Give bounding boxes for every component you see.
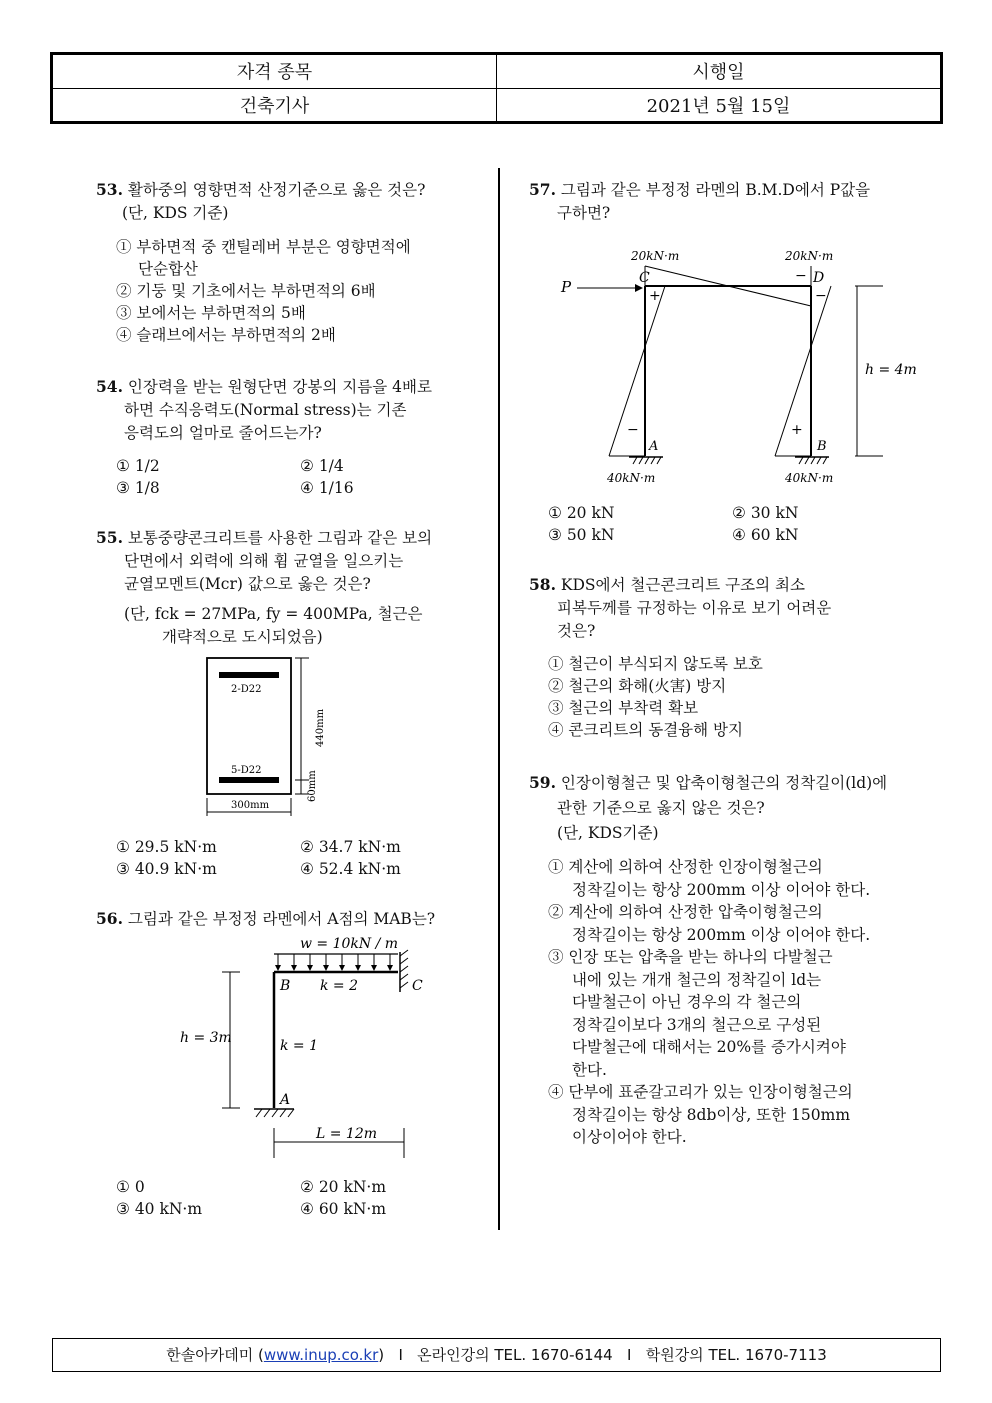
moment-B-label: 40kN·m [785, 471, 834, 485]
question-text: (단, KDS 기준) [122, 204, 229, 222]
footer-org: 한솔아카데미 ( [166, 1346, 264, 1364]
question-number: 58. [529, 575, 556, 594]
question-text: 보통중량콘크리트를 사용한 그림과 같은 보의 [127, 529, 433, 547]
question-text: 인장이형철근 및 압축이형철근의 정착길이(ld)에 [560, 774, 888, 792]
option-3-cont: 다발철근이 아닌 경우의 각 철근의 [572, 993, 802, 1011]
node-D-label: D [813, 270, 825, 286]
option-3: ③ 보에서는 부하면적의 5배 [116, 304, 306, 322]
option-4: ④ 단부에 표준갈고리가 있는 인장이형철근의 [548, 1083, 853, 1101]
sign-minus: − [795, 268, 807, 284]
question-number: 54. [96, 377, 123, 396]
option-3-cont: 정착길이보다 3개의 철근으로 구성된 [572, 1015, 822, 1034]
question-text: 그림과 같은 부정정 라멘에서 A점의 MAB는? [127, 910, 436, 928]
question-text: 피복두께를 규정하는 이유로 보기 어려운 [557, 599, 832, 617]
bmd-col-B-line [775, 286, 831, 456]
footer [52, 1338, 941, 1372]
option-4-cont: 이상이어야 한다. [572, 1128, 687, 1146]
q56-option-3: ③ 40 kN·m [116, 1200, 203, 1218]
footer-website-link[interactable]: www.inup.co.kr [263, 1346, 379, 1364]
header-subject-title: 자격 종목 [53, 55, 497, 89]
bmd-figure-57 [555, 244, 920, 490]
header-subject-value: 건축기사 [53, 88, 497, 122]
question-text: 그림과 같은 부정정 라멘의 B.M.D에서 P값을 [560, 181, 871, 199]
question-text: 관한 기준으로 옳지 않은 것은? [557, 799, 765, 817]
question-53 [96, 178, 425, 225]
option-3: ③ 철근의 부착력 확보 [548, 699, 699, 717]
support-hatch [633, 457, 827, 464]
node-C-label: C [412, 978, 423, 994]
node-B-label: B [280, 978, 291, 994]
column-divider [498, 168, 500, 1230]
exam-header-table [50, 52, 943, 124]
q56-option-1: ① 0 [116, 1178, 145, 1196]
question-text: (단, KDS기준) [557, 824, 659, 842]
question-text: 하면 수직응력도(Normal stress)는 기존 [124, 401, 407, 419]
sign-minus: − [627, 422, 639, 438]
question-text: 구하면? [557, 204, 611, 222]
option-2-cont: 정착길이는 항상 200mm 이상 이어야 한다. [572, 925, 871, 944]
question-number: 59. [529, 773, 556, 792]
option-2: ② 계산에 의하여 산정한 압축이형철근의 [548, 903, 823, 921]
beam-section-figure [195, 652, 335, 820]
footer-contact: ) I 온라인강의 TEL. 1670-6144 I 학원강의 TEL. 1670-7113 [378, 1346, 827, 1364]
fixed-hatch-A [256, 1109, 294, 1117]
q57-option-1: ① 20 kN [548, 504, 615, 522]
question-59 [529, 770, 887, 846]
question-59-options [548, 856, 870, 1149]
question-text: 균열모멘트(Mcr) 값으로 옳은 것은? [124, 575, 371, 593]
option-3: ③ 인장 또는 압축을 받는 하나의 다발철근 [548, 948, 833, 966]
bottom-rebar-label: 5-D22 [231, 765, 262, 776]
node-A-label: A [280, 1092, 291, 1108]
question-55 [96, 526, 432, 596]
question-56 [96, 907, 435, 931]
top-rebar [219, 672, 279, 678]
node-A-label: A [649, 439, 659, 454]
width-label: 300mm [231, 800, 270, 811]
q54-option-4: ④ 1/16 [300, 479, 354, 497]
option-2: ② 기둥 및 기초에서는 부하면적의 6배 [116, 282, 376, 300]
load-label: w = 10kN / m [300, 936, 399, 952]
question-number: 53. [96, 180, 123, 199]
frame-figure-56 [170, 932, 440, 1162]
sign-plus: + [791, 422, 803, 438]
option-1: ① 계산에 의하여 산정한 인장이형철근의 [548, 858, 823, 876]
option-1: ① 부하면적 중 캔틸레버 부분은 영향면적에 [116, 238, 411, 256]
moment-D-label: 20kN·m [785, 249, 834, 263]
q57-option-2: ② 30 kN [732, 504, 799, 522]
question-number: 56. [96, 909, 123, 928]
question-text: 활하중의 영향면적 산정기준으로 옳은 것은? [127, 181, 426, 199]
question-58-options [548, 653, 763, 741]
q54-option-1: ① 1/2 [116, 457, 160, 475]
option-3-cont: 내에 있는 개개 철근의 정착길이 ld는 [572, 970, 822, 989]
moment-A-label: 40kN·m [607, 471, 656, 485]
option-1-cont: 정착길이는 항상 200mm 이상 이어야 한다. [572, 880, 871, 899]
q56-option-2: ② 20 kN·m [300, 1178, 387, 1196]
question-54 [96, 375, 432, 445]
question-text: 단면에서 외력에 의해 휨 균열을 일으키는 [124, 552, 404, 570]
bottom-rebar [219, 777, 279, 783]
load-arrowheads [275, 965, 393, 971]
question-53-options [116, 236, 411, 346]
node-C-label: C [639, 270, 650, 286]
k-column-label: k = 1 [280, 1038, 319, 1054]
question-text: 것은? [557, 622, 596, 640]
header-date-value: 2021년 5월 15일 [497, 88, 941, 122]
question-text: 인장력을 받는 원형단면 강봉의 지름을 4배로 [127, 378, 432, 396]
option-2: ② 철근의 화해(火害) 방지 [548, 677, 727, 695]
option-4: ④ 슬래브에서는 부하면적의 2배 [116, 326, 336, 344]
option-4-cont: 정착길이는 항상 8db이상, 또한 150mm [572, 1105, 851, 1124]
q55-option-3: ③ 40.9 kN·m [116, 860, 217, 878]
q55-option-1: ① 29.5 kN·m [116, 838, 217, 856]
h-label: h = 4m [865, 362, 917, 378]
question-number: 55. [96, 528, 123, 547]
option-1-cont: 단순합산 [138, 260, 198, 278]
node-B-label: B [817, 439, 827, 454]
k-beam-label: k = 2 [320, 978, 359, 994]
question-condition: 개략적으로 도시되었음) [162, 628, 323, 646]
q57-option-3: ③ 50 kN [548, 526, 615, 544]
moment-C-label: 20kN·m [631, 249, 680, 263]
option-1: ① 철근이 부식되지 않도록 보호 [548, 655, 763, 673]
question-text: 응력도의 얼마로 줄어드는가? [124, 424, 322, 442]
q55-option-4: ④ 52.4 kN·m [300, 860, 401, 878]
question-text: KDS에서 철근콘크리트 구조의 최소 [560, 576, 805, 594]
fixed-hatch-C [400, 950, 408, 988]
question-number: 57. [529, 180, 556, 199]
q54-option-3: ③ 1/8 [116, 479, 160, 497]
L-label: L = 12m [316, 1126, 378, 1142]
sign-minus: − [815, 288, 827, 304]
q56-option-4: ④ 60 kN·m [300, 1200, 387, 1218]
header-date-title: 시행일 [497, 55, 941, 89]
q55-option-2: ② 34.7 kN·m [300, 838, 401, 856]
option-3-cont: 한다. [572, 1060, 607, 1079]
q54-option-2: ② 1/4 [300, 457, 344, 475]
option-3-cont: 다발철근에 대해서는 20%를 증가시켜야 [572, 1038, 846, 1056]
h-label: h = 3m [180, 1030, 232, 1046]
question-58 [529, 573, 831, 643]
cover-label: 60mm [307, 770, 318, 802]
question-57 [529, 178, 870, 225]
q57-option-4: ④ 60 kN [732, 526, 799, 544]
question-condition: (단, fck = 27MPa, fy = 400MPa, 철근은 [124, 605, 423, 623]
sign-plus: + [649, 288, 661, 304]
load-P-label: P [561, 278, 572, 296]
option-4: ④ 콘크리트의 동결융해 방지 [548, 721, 743, 739]
top-rebar-label: 2-D22 [231, 684, 262, 695]
question-55-condition [124, 603, 423, 649]
height-label: 440mm [315, 708, 326, 747]
